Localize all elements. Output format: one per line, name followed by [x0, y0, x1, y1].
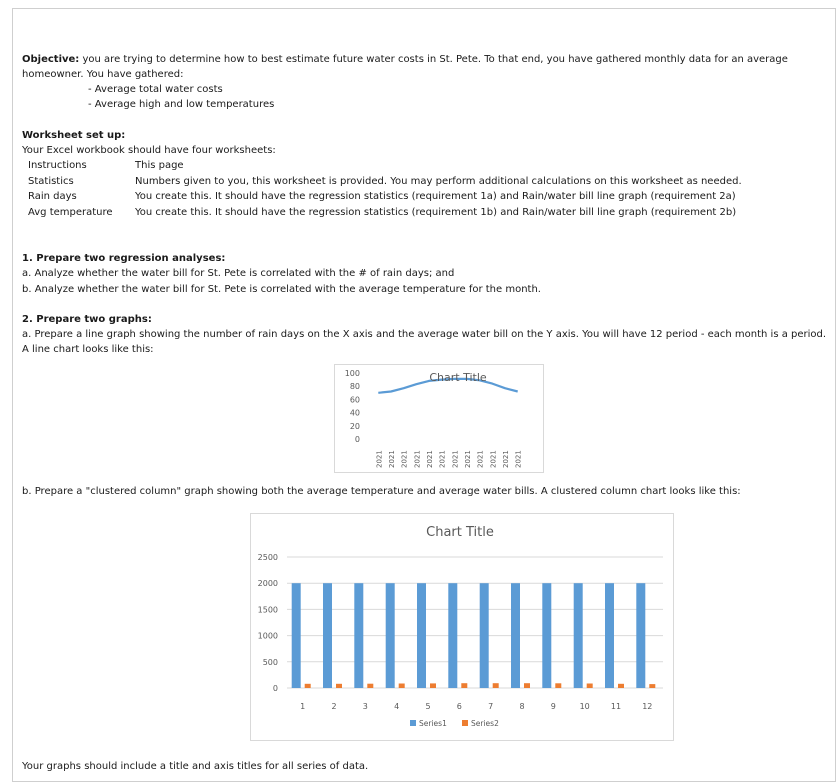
objective-line1: [22, 54, 788, 66]
x-tick-label: 9: [551, 702, 556, 711]
bar-series2: [555, 683, 561, 688]
bar-series1: [480, 583, 489, 688]
y-tick-label: 80: [350, 382, 360, 391]
x-tick-label: 2021: [464, 450, 472, 468]
x-tick-label: 2021: [401, 450, 409, 468]
bar-series1: [292, 583, 301, 688]
bar-series2: [430, 683, 436, 688]
bar-series2: [524, 683, 530, 688]
bar-series1: [386, 583, 395, 688]
x-tick-label: 1: [300, 702, 305, 711]
worksheet-name: Avg temperature: [28, 207, 113, 219]
worksheet-desc: Numbers given to you, this worksheet is provided. You may perform additional calculations on this worksheet as needed.: [135, 176, 742, 188]
objective-label: Objective:: [22, 54, 79, 65]
y-tick-label: 0: [273, 684, 278, 693]
line-chart: [334, 364, 544, 473]
bar-series1: [605, 583, 614, 688]
bar-series1: [636, 583, 645, 688]
objective-bullet: - Average high and low temperatures: [88, 99, 274, 111]
x-tick-label: 2021: [489, 450, 497, 468]
x-tick-label: 7: [488, 702, 493, 711]
task1-a: a. Analyze whether the water bill for St. Pete is correlated with the # of rain days; and: [22, 268, 454, 280]
bar-series2: [336, 684, 342, 688]
y-tick-label: 1500: [258, 605, 278, 614]
y-tick-label: 100: [345, 369, 360, 378]
chart-title: Chart Title: [426, 525, 494, 540]
x-tick-label: 3: [363, 702, 368, 711]
worksheet-name: Instructions: [28, 160, 87, 172]
x-tick-label: 6: [457, 702, 462, 711]
y-tick-label: 40: [350, 409, 360, 418]
bar-series1: [417, 583, 426, 688]
bar-series2: [399, 684, 405, 689]
worksheet-desc: You create this. It should have the regression statistics (requirement 1a) and Rain/water bill line graph (requirement 2a): [135, 191, 736, 203]
bar-series1: [511, 583, 520, 688]
bar-series2: [367, 684, 373, 688]
bar-series2: [587, 684, 593, 689]
x-tick-label: 2021: [426, 450, 434, 468]
y-tick-label: 60: [350, 395, 360, 404]
x-tick-label: 2021: [439, 450, 447, 468]
x-tick-label: 11: [611, 702, 621, 711]
legend-swatch: [410, 720, 416, 726]
x-tick-label: 2021: [477, 450, 485, 468]
x-tick-label: 4: [394, 702, 399, 711]
legend-swatch: [462, 720, 468, 726]
task2-b: b. Prepare a "clustered column" graph showing both the average temperature and average water bills. A clustered column chart looks like this:: [22, 486, 741, 498]
bar-series2: [493, 683, 499, 688]
bar-series1: [448, 583, 457, 688]
y-tick-label: 1000: [258, 632, 278, 641]
bar-series1: [323, 583, 332, 688]
clustered-column-chart: [250, 513, 674, 741]
objective-bullet: - Average total water costs: [88, 84, 223, 96]
x-tick-label: 2021: [413, 450, 421, 468]
task2-a: a. Prepare a line graph showing the number of rain days on the X axis and the average water bill on the Y axis. You will have 12 period - each month is a period.: [22, 329, 826, 341]
x-tick-label: 2: [331, 702, 336, 711]
worksheet-desc: You create this. It should have the regression statistics (requirement 1b) and Rain/water bill line graph (requirement 2b): [135, 207, 736, 219]
x-tick-label: 5: [425, 702, 430, 711]
y-tick-label: 2500: [258, 553, 278, 562]
bar-series1: [542, 583, 551, 688]
worksheet-name: Rain days: [28, 191, 77, 203]
task1-b: b. Analyze whether the water bill for St. Pete is correlated with the average temperature for the month.: [22, 284, 541, 296]
setup-heading: Worksheet set up:: [22, 130, 125, 142]
objective-line2: homeowner. You have gathered:: [22, 69, 183, 81]
bar-series2: [461, 683, 467, 688]
bar-series1: [574, 583, 583, 688]
task2-a-note: A line chart looks like this:: [22, 344, 154, 356]
chart-title: Chart Title: [429, 371, 487, 384]
footer-note: Your graphs should include a title and axis titles for all series of data.: [22, 761, 368, 773]
y-tick-label: 500: [263, 658, 278, 667]
task1-heading: 1. Prepare two regression analyses:: [22, 253, 225, 265]
y-tick-label: 20: [350, 422, 360, 431]
bar-series1: [354, 583, 363, 688]
x-tick-label: 2021: [375, 450, 383, 468]
legend-label: Series1: [419, 719, 447, 728]
bar-series2: [618, 684, 624, 688]
worksheet-name: Statistics: [28, 176, 74, 188]
worksheet-desc: This page: [135, 160, 184, 172]
task2-heading: 2. Prepare two graphs:: [22, 314, 152, 326]
legend-label: Series2: [471, 719, 499, 728]
y-tick-label: 0: [355, 435, 360, 444]
objective-text: you are trying to determine how to best estimate future water costs in St. Pete. To that end, you have gathered monthly data for an average: [83, 54, 788, 65]
x-tick-label: 2021: [515, 450, 523, 468]
setup-intro: Your Excel workbook should have four worksheets:: [22, 145, 276, 157]
x-tick-label: 2021: [451, 450, 459, 468]
x-tick-label: 12: [642, 702, 652, 711]
y-tick-label: 2000: [258, 579, 278, 588]
x-tick-label: 8: [519, 702, 524, 711]
bar-series2: [649, 684, 655, 688]
x-tick-label: 2021: [388, 450, 396, 468]
x-tick-label: 10: [580, 702, 590, 711]
x-tick-label: 2021: [502, 450, 510, 468]
bar-series2: [305, 684, 311, 688]
